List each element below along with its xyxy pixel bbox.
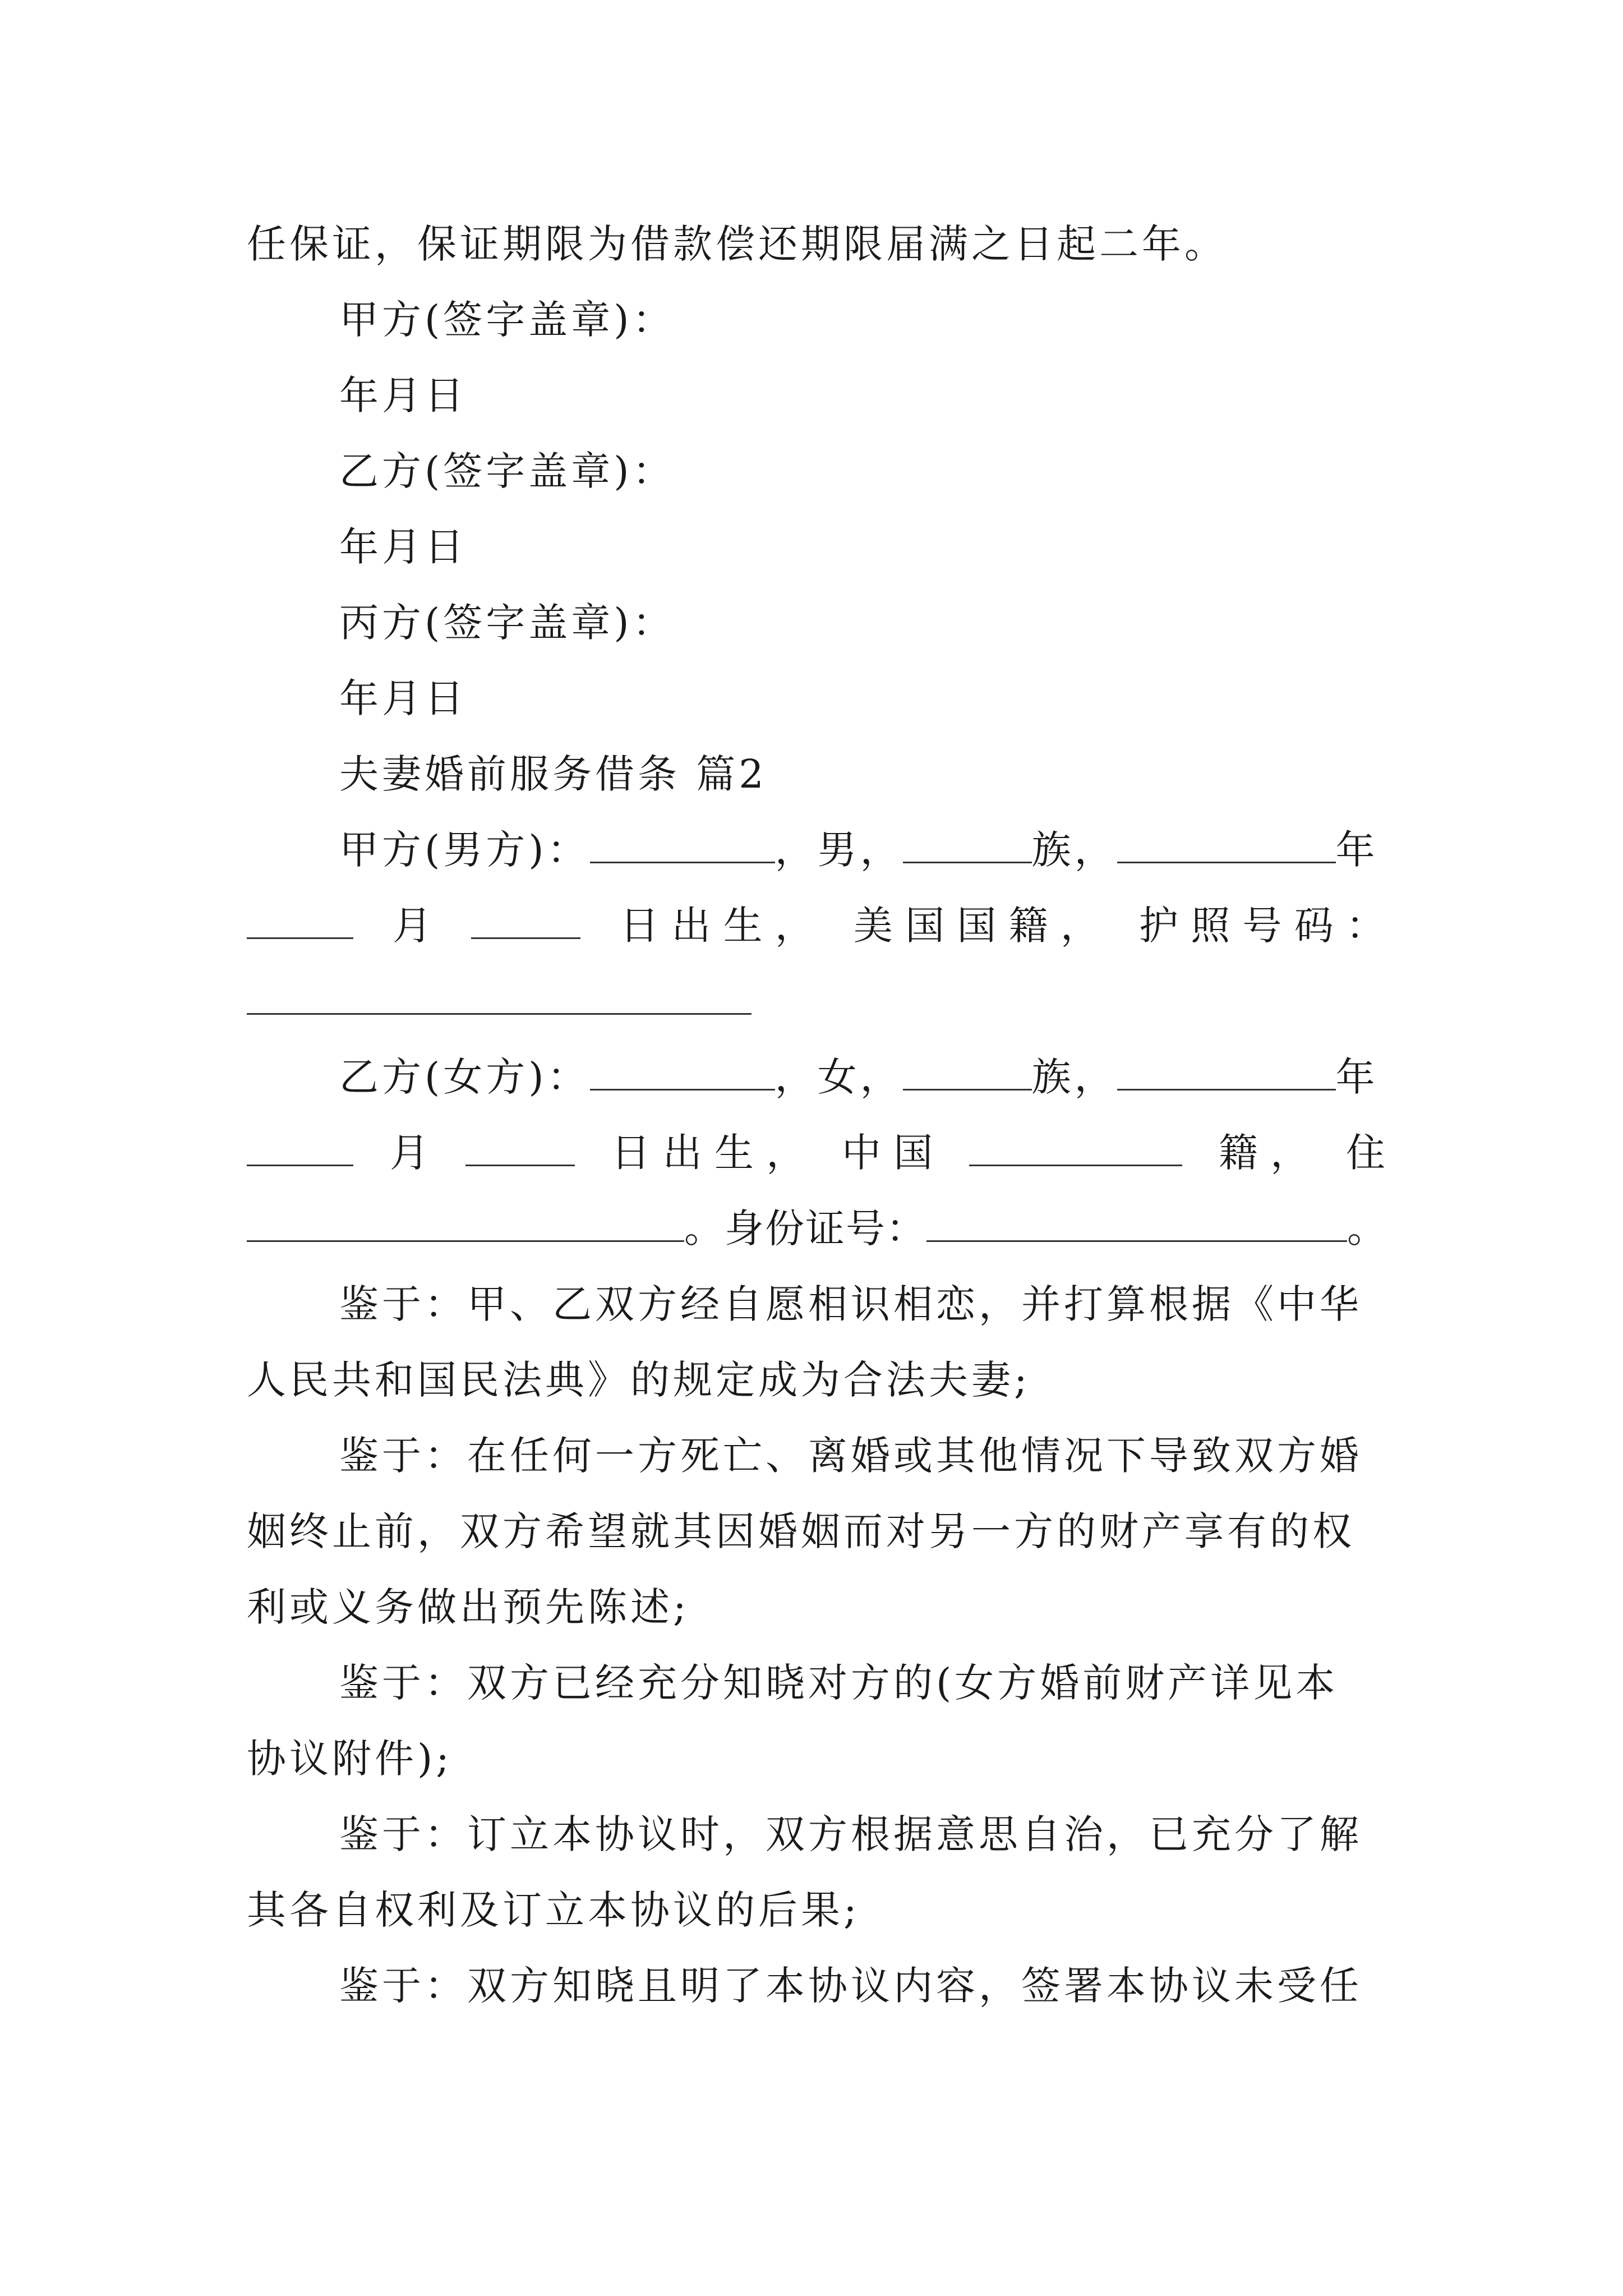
date-line: 年月日: [339, 675, 467, 721]
wife-prefix: 乙方(女方)：: [339, 1054, 590, 1100]
husband-passport-label: 护 照 号 码 ：: [1138, 903, 1385, 949]
province-blank: [969, 1131, 1182, 1166]
wife-year-label: 年: [1335, 1054, 1378, 1100]
husband-gender: ，男，: [774, 827, 903, 873]
address-blank: [247, 1201, 684, 1242]
signature-party-a: 甲方(签字盖章)：: [339, 297, 675, 343]
month-blank: [247, 1131, 353, 1166]
husband-ethnicity-label: 族，: [1031, 827, 1117, 873]
signature-party-c: 丙方(签字盖章)：: [339, 600, 675, 646]
paragraph-line: 其各自权利及订立本协议的后果;: [247, 1887, 860, 1933]
day-blank: [471, 904, 580, 939]
husband-year-label: 年: [1335, 827, 1378, 873]
husband-info-line3: [247, 973, 1385, 1029]
wife-info-line3: [247, 1200, 1385, 1257]
ethnicity-blank: [903, 822, 1032, 863]
date-line: 年月日: [339, 372, 467, 418]
paragraph-line: 姻终止前，双方希望就其因婚姻而对另一方的财产享有的权: [247, 1508, 1355, 1554]
wife-born-label: 日 出 生 ，: [611, 1130, 806, 1176]
section-heading: 夫妻婚前服务借条 篇2: [339, 751, 767, 797]
wife-china-label: 中 国: [842, 1130, 933, 1176]
wife-ethnicity-label: 族，: [1031, 1054, 1117, 1100]
year-blank: [1117, 822, 1336, 863]
day-blank: [465, 1131, 575, 1166]
paragraph-line: 人民共和国民法典》的规定成为合法夫妻;: [247, 1357, 1031, 1403]
husband-nationality: 美 国 国 籍 ，: [853, 903, 1100, 949]
signature-party-b: 乙方(签字盖章)：: [339, 448, 675, 494]
name-blank: [590, 1050, 775, 1091]
wife-gender: ，女，: [774, 1054, 903, 1100]
id-number-blank: [926, 1201, 1347, 1242]
year-blank: [1117, 1050, 1336, 1091]
passport-blank: [247, 974, 751, 1015]
wife-info-line2: [247, 1125, 1385, 1181]
wife-info-line1: [339, 1049, 1385, 1105]
paragraph-line: 任保证，保证期限为借款偿还期限届满之日起二年。: [247, 221, 1227, 267]
ethnicity-blank: [903, 1050, 1032, 1091]
wife-line-end: 。: [1347, 1205, 1387, 1251]
paragraph-line: 鉴于：双方已经充分知晓对方的(女方婚前财产详见本: [339, 1660, 1339, 1706]
paragraph-line: 利或义务做出预先陈述;: [247, 1584, 690, 1630]
name-blank: [590, 822, 775, 863]
paragraph-line: 鉴于：双方知晓且明了本协议内容，签署本协议未受任: [339, 1963, 1362, 2009]
date-line: 年月日: [339, 524, 467, 570]
paragraph-line: 鉴于：在任何一方死亡、离婚或其他情况下导致双方婚: [339, 1433, 1362, 1479]
paragraph-line: 鉴于：订立本协议时，双方根据意思自治，已充分了解: [339, 1811, 1362, 1857]
wife-id-label: 。身份证号：: [684, 1205, 926, 1251]
wife-month-label: 月: [389, 1130, 429, 1176]
wife-ji-label: 籍 ，: [1218, 1130, 1310, 1176]
wife-address-label: 住: [1345, 1130, 1385, 1176]
month-blank: [247, 904, 353, 939]
husband-month-label: 月: [393, 903, 432, 949]
husband-info-line1: [339, 822, 1385, 878]
paragraph-line: 鉴于：甲、乙双方经自愿相识相恋，并打算根据《中华: [339, 1281, 1362, 1327]
paragraph-line: 协议附件);: [247, 1736, 453, 1782]
husband-info-line2: [247, 898, 1385, 954]
husband-born-label: 日 出 生 ，: [620, 903, 814, 949]
husband-prefix: 甲方(男方)：: [339, 827, 590, 873]
